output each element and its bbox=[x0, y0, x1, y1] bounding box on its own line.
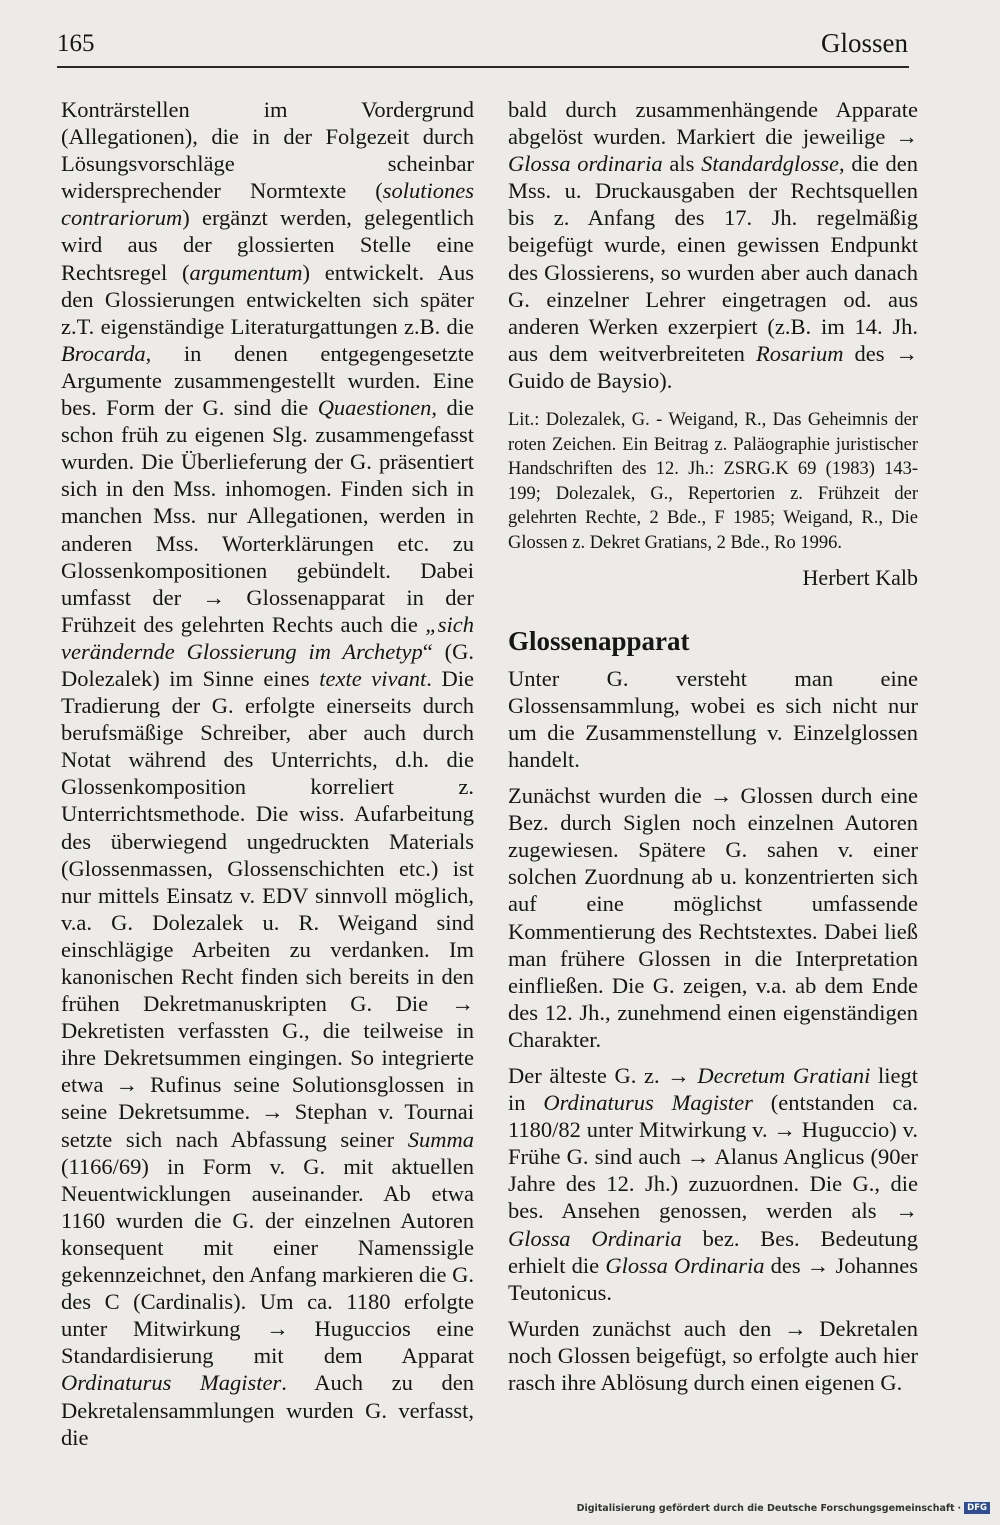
dfg-logo: DFG bbox=[964, 1502, 990, 1514]
left-column bbox=[61, 96, 474, 1451]
header-rule bbox=[57, 66, 909, 68]
footer-text: Digitalisierung gefördert durch die Deutsche Forschungsgemeinschaft bbox=[576, 1502, 955, 1514]
author-name: Herbert Kalb bbox=[802, 564, 918, 590]
body-paragraph: Der älteste G. z. → Decretum Gratiani liegt in Ordinaturus Magister (entstanden ca. 1180/82 unter Mitwirkung v. → Huguccio) v. Frühe G. sind auch → Alanus Anglicus (90er Jahre des 12. Jh.) zuzuordnen. Die G., die bes. Ansehen genossen, werden als → Glossa Ordinaria bez. Bes. Bedeutung erhielt die Glossa Ordinaria des → Johannes Teutonicus. bbox=[508, 1063, 918, 1305]
body-paragraph: Konträrstellen im Vordergrund (Allegationen), die in der Folgezeit durch Lösungsvorschläge scheinbar widersprechender Normtexte (solutiones contrariorum) ergänzt werden, gelegentlich wird aus der glossierten Stelle eine Rechtsregel (argumentum) entwickelt. Aus den Glossierungen entwickelten sich später z.T. eigenständige Literaturgattungen z.B. die Brocarda, in denen entgegengesetzte Argumente zusammengestellt wurden. Eine bes. Form der G. sind die Quaestionen, die schon früh zu eigenen Slg. zusammengefasst wurden. Die Überlieferung der G. präsentiert sich in den Mss. inhomogen. Finden sich in manchen Mss. nur Allegationen, werden in anderen Mss. Worterklärungen etc. zu Glossenkompositionen gebündelt. Dabei umfasst der → Glossenapparat in der Frühzeit des gelehrten Rechts auch die „sich verändernde Glossierung im Archetyp“ (G. Dolezalek) im Sinne eines texte vivant. Die Tradierung der G. erfolgte einerseits durch berufsmäßige Schreiber, aber auch durch Notat während des Unterrichts, d.h. die Glossenkomposition korreliert z. Unterrichtsmethode. Die wiss. Aufarbeitung des überwiegend ungedruckten Materials (Glossenmassen, Glossenschichten etc.) ist nur mittels Einsatz v. EDV sinnvoll möglich, v.a. G. Dolezalek u. R. Weigand sind einschlägige Arbeiten zu verdanken. Im kanonischen Recht finden sich bereits in den frühen Dekretmanuskripten G. Die → Dekretisten verfassten G., die teilweise in ihre Dekretsummen eingingen. So integrierte etwa → Rufinus seine Solutionsglossen in seine Dekretsumme. → Stephan v. Tournai setzte sich nach Abfassung seiner Summa (1166/69) in Form v. G. mit aktuellen Neuentwicklungen auseinander. Ab etwa 1160 wurden die G. der einzelnen Autoren konsequent mit einer Namenssigle gekennzeichnet, den Anfang markieren die G. des C (Cardinalis). Um ca. 1180 erfolgte unter Mitwirkung → Huguccios eine Standardisierung mit dem Apparat Ordinaturus Magister. Auch zu den Dekretalensammlungen wurden G. verfasst, die bbox=[61, 97, 474, 1450]
right-column bbox=[508, 96, 918, 1396]
footer-credit: Digitalisierung gefördert durch die Deutsche Forschungsgemeinschaft · DFG bbox=[577, 1502, 990, 1514]
body-paragraph: Zunächst wurden die → Glossen durch eine Bez. durch Siglen noch einzelnen Autoren zugewiesen. Spätere G. sahen v. einer solchen Zuordnung ab u. konzentrierten sich auf eine möglichst umfassende Kommentierung des Rechtstextes. Dabei ließ man frühere Glossen in die Interpretation einfließen. Die G. zeigen, v.a. ab dem Ende des 12. Jh., zunehmend einen eigenständigen Charakter. bbox=[508, 783, 918, 1052]
page-number: 165 bbox=[57, 30, 95, 57]
body-paragraph: Unter G. versteht man eine Glossensammlung, wobei es sich nicht nur um die Zusammenstellung v. Einzelglossen handelt. bbox=[508, 665, 918, 772]
body-paragraph: bald durch zusammenhängende Apparate abgelöst wurden. Markiert die jeweilige → Glossa ordinaria als Standardglosse, die den Mss. u. Druckausgaben der Rechtsquellen bis z. Anfang des 17. Jh. regelmäßig beigefügt wurde, einen gewissen Endpunkt des Glossierens, so wurden aber auch danach G. einzelner Lehrer eingetragen od. aus anderen Werken exzerpiert (z.B. im 14. Jh. aus dem weitverbreiteten Rosarium des → Guido de Baysio). bbox=[508, 97, 918, 393]
running-head: Glossen bbox=[821, 28, 908, 58]
literature-note: Lit.: Dolezalek, G. - Weigand, R., Das Geheimnis der roten Zeichen. Ein Beitrag z. Paläographie juristischer Handschriften des 12. Jh.: ZSRG.K 69 (1983) 143-199; Dolezalek, G., Repertorien z. Frühzeit der gelehrten Rechte, 2 Bde., F 1985; Weigand, R., Die Glossen z. Dekret Gratians, 2 Bde., Ro 1996. bbox=[508, 410, 918, 553]
entry-heading: Glossenapparat bbox=[508, 625, 690, 656]
body-paragraph: Wurden zunächst auch den → Dekretalen noch Glossen beigefügt, so erfolgte auch hier rasch ihre Ablösung durch einen eigenen G. bbox=[508, 1315, 918, 1396]
